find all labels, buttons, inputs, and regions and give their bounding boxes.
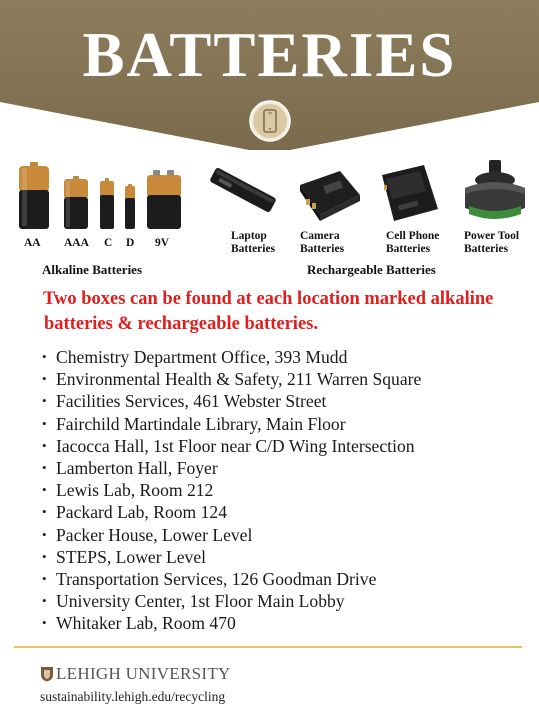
bullet-icon: • (42, 548, 47, 564)
bullet-icon: • (42, 393, 47, 409)
list-item: • Transportation Services, 126 Goodman Drive (42, 569, 377, 590)
cell-phone-battery-icon (376, 163, 442, 225)
9v-battery-icon (146, 170, 182, 230)
d-label: D (126, 237, 135, 249)
list-item: • Packer House, Lower Level (42, 524, 253, 545)
list-item: • Environmental Health & Safety, 211 Warren Square (42, 369, 422, 390)
list-item: • Lamberton Hall, Foyer (42, 458, 218, 479)
bullet-icon: • (42, 415, 47, 431)
d-battery-icon (124, 184, 136, 230)
cell-phone-batteries-label: Cell Phone Batteries (386, 230, 440, 255)
bullet-icon: • (42, 615, 47, 631)
list-item: • Facilities Services, 461 Webster Street (42, 391, 327, 412)
university-name: LEHIGH UNIVERSITY (56, 664, 231, 683)
list-item: • University Center, 1st Floor Main Lobby (42, 591, 345, 612)
bullet-icon: • (42, 504, 47, 520)
bullet-icon: • (42, 437, 47, 453)
page-title: BATTERIES (82, 20, 457, 90)
list-item: • Chemistry Department Office, 393 Mudd (42, 347, 348, 367)
9v-label: 9V (155, 237, 170, 249)
laptop-batteries-label: Laptop Batteries (231, 230, 276, 255)
bullet-icon: • (42, 526, 47, 542)
list-item: • Whitaker Lab, Room 470 (42, 613, 236, 634)
bullet-icon: • (42, 371, 47, 387)
bullet-icon: • (42, 593, 47, 609)
laptop-battery-icon (207, 160, 279, 220)
rechargeable-heading: Rechargeable Batteries (307, 262, 436, 277)
aa-battery-icon (18, 162, 50, 230)
notice-line-1: Two boxes can be found at each location marked alkaline (43, 289, 494, 309)
aaa-label: AAA (64, 237, 89, 249)
notice-text (43, 287, 513, 337)
notice-line-2: batteries & rechargeable batteries. (44, 314, 318, 334)
bullet-icon: • (42, 482, 47, 498)
list-item: • Packard Lab, Room 124 (42, 502, 228, 523)
camera-batteries-label: Camera Batteries (300, 230, 345, 255)
aa-label: AA (24, 237, 41, 249)
camera-battery-icon (292, 165, 364, 223)
power-tool-batteries-label: Power Tool Batteries (464, 230, 520, 255)
list-item: • Iacocca Hall, 1st Floor near C/D Wing Intersection (42, 435, 415, 456)
lehigh-logo-icon (40, 666, 54, 682)
footer-divider (14, 646, 522, 648)
bullet-icon: • (42, 571, 47, 587)
c-label: C (104, 237, 113, 249)
location-list (42, 346, 421, 635)
cell-phone-icon (249, 100, 291, 142)
power-tool-battery-icon (459, 158, 531, 226)
footer-url[interactable]: sustainability.lehigh.edu/recycling (40, 689, 226, 704)
list-item: • STEPS, Lower Level (42, 546, 207, 567)
list-item: • Lewis Lab, Room 212 (42, 480, 214, 501)
aaa-battery-icon (63, 176, 89, 230)
c-battery-icon (99, 178, 115, 230)
bullet-icon: • (42, 349, 47, 364)
bullet-icon: • (42, 460, 47, 476)
alkaline-heading: Alkaline Batteries (42, 262, 143, 277)
list-item: • Fairchild Martindale Library, Main Floor (42, 413, 346, 434)
